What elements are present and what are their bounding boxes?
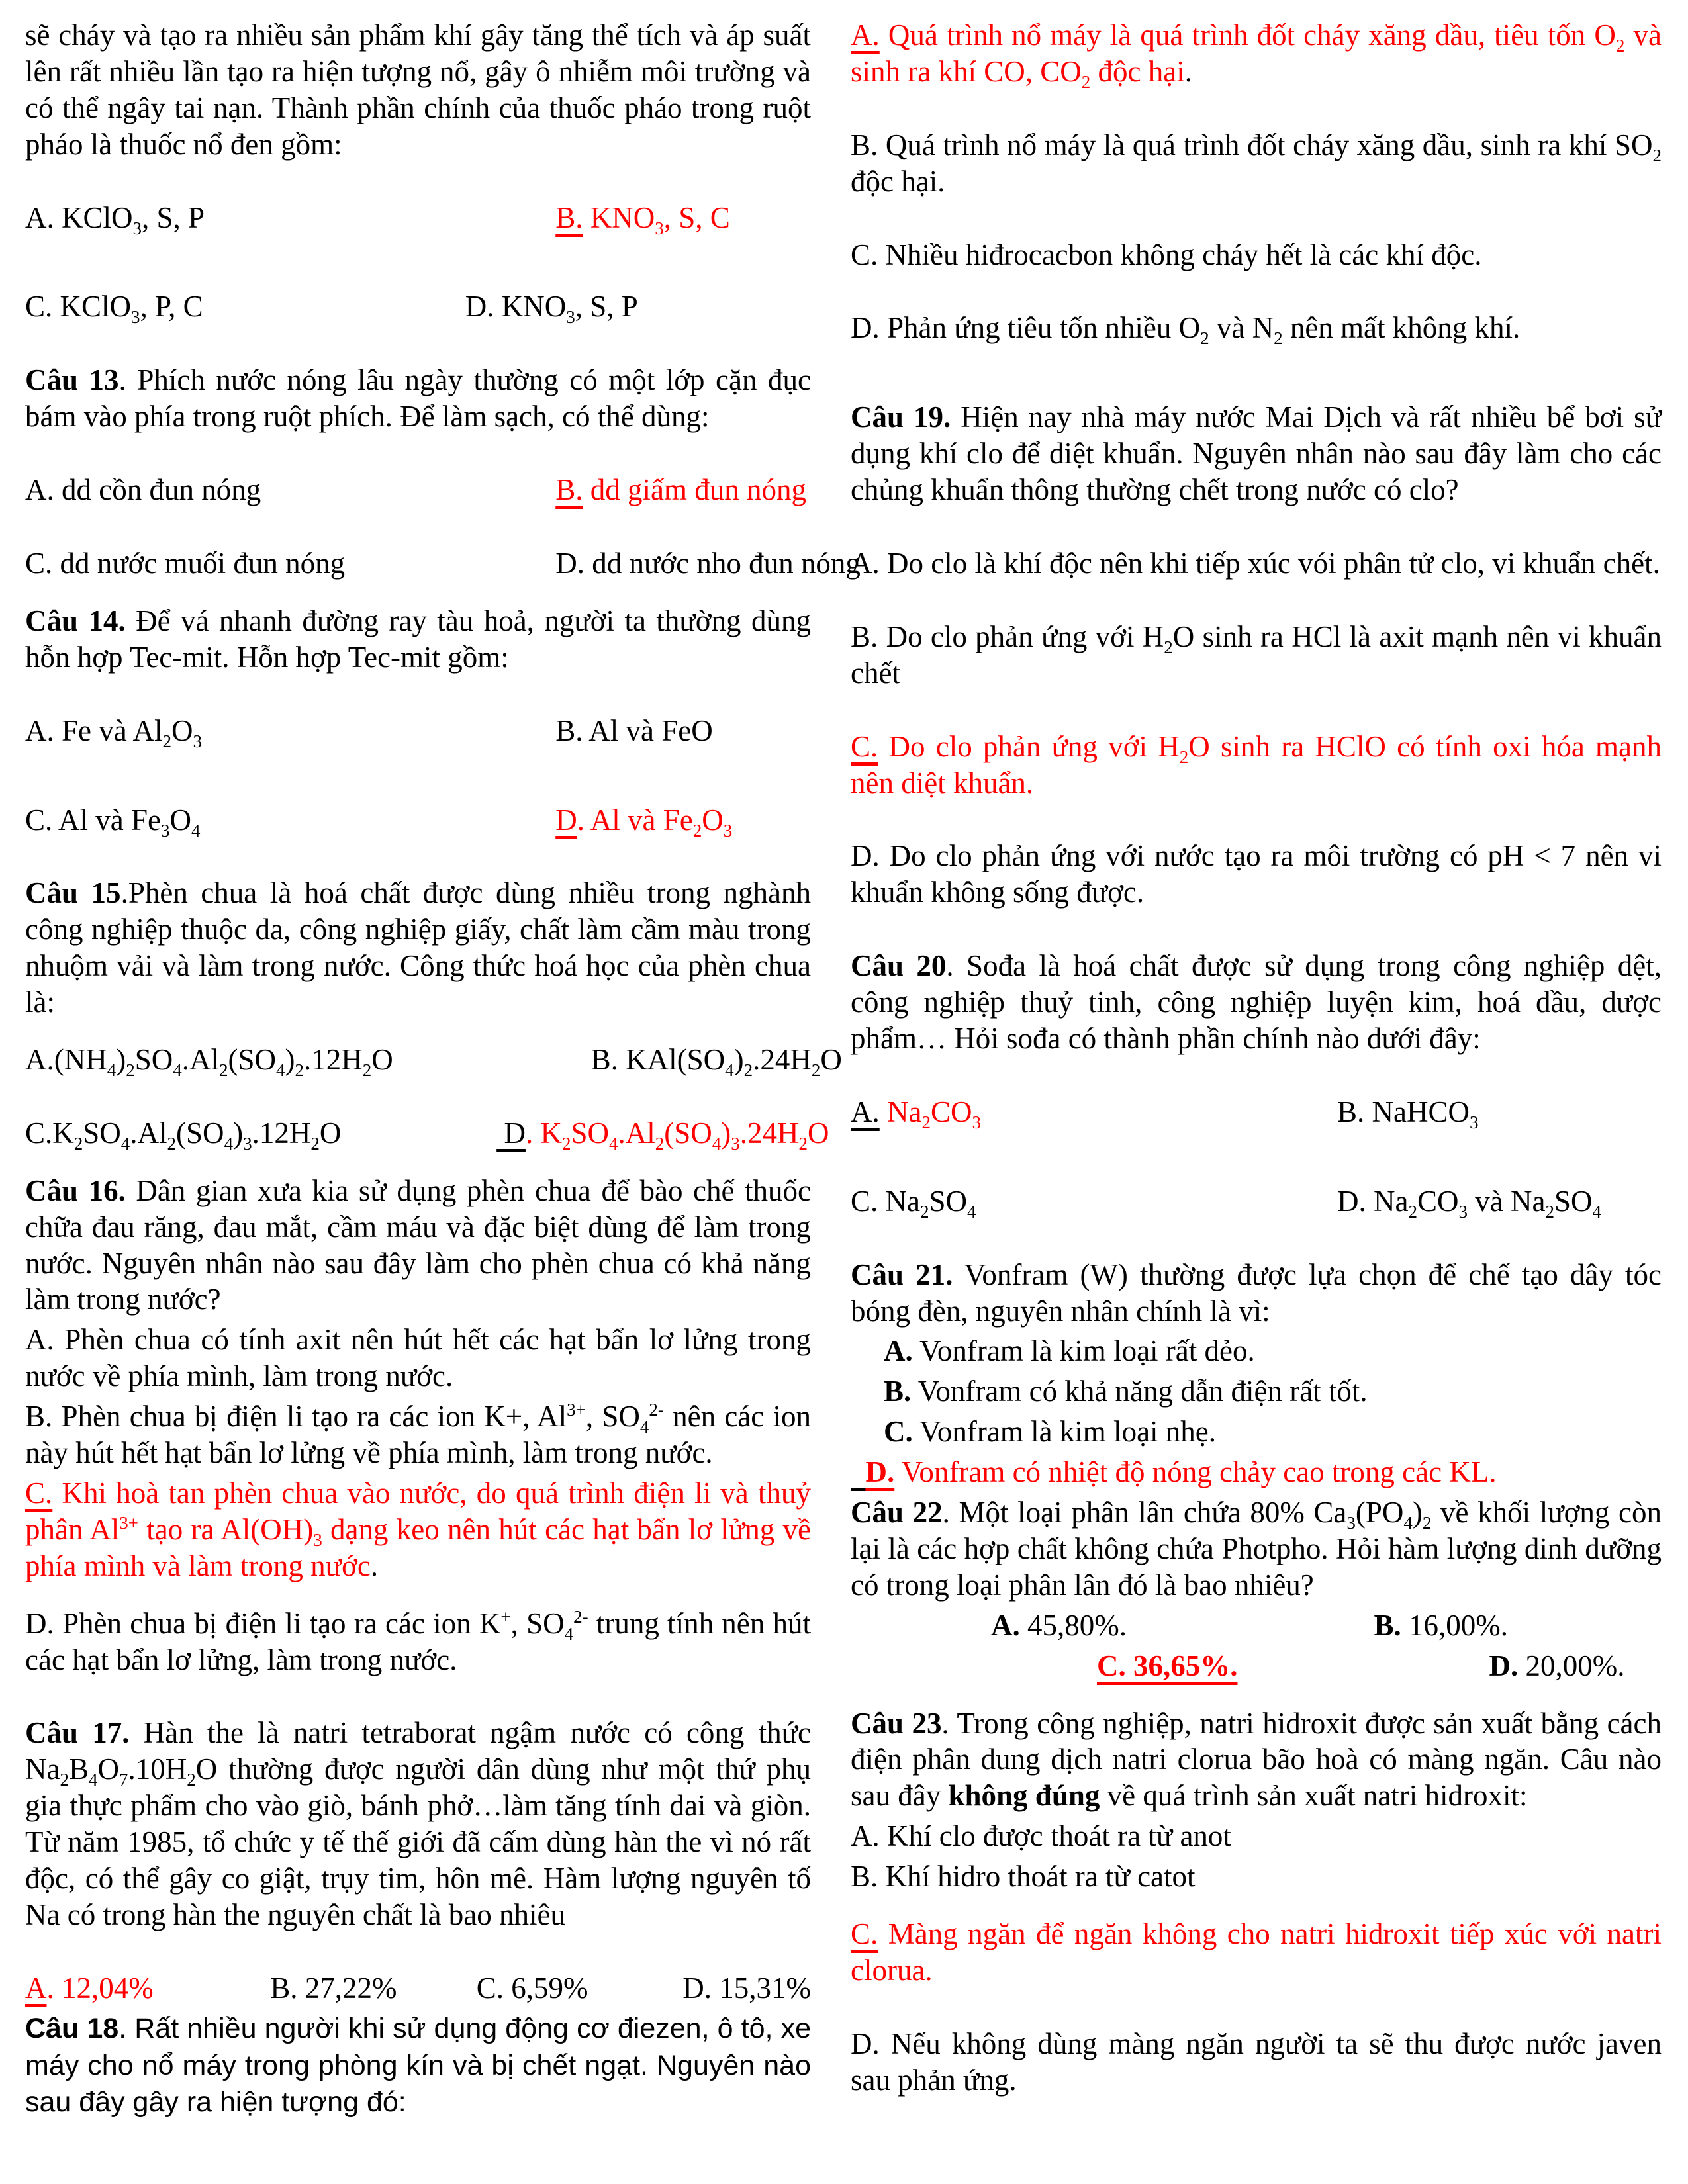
text-run: 2 xyxy=(561,1133,571,1154)
text-run: O xyxy=(169,803,192,837)
q18-stem xyxy=(25,2011,811,2122)
text-run: Để vá nhanh đường ray tàu hoả, người ta thường dùng hỗn hợp Tec-mit. Hỗn hợp Tec-mit gồm: xyxy=(25,604,811,674)
text-run: 4 xyxy=(1403,1513,1413,1533)
text-run: D. dd nước nho đun nóng xyxy=(555,547,861,580)
q22-options-ab xyxy=(851,1608,1662,1644)
text-run: B xyxy=(68,1752,89,1786)
q16-option-a xyxy=(25,1322,811,1394)
text-run: Câu 16. xyxy=(25,1173,126,1207)
text-run: 7 xyxy=(119,1770,128,1790)
text-run: nên các ion này hút hết hạt bẩn lơ lửng về phía mình, làm trong nước. xyxy=(25,1400,811,1470)
text-run: (PO xyxy=(1355,1496,1404,1529)
q12-options-cd xyxy=(25,289,811,328)
text-run: C. xyxy=(851,1917,878,1950)
text-run: 2 xyxy=(187,1770,196,1790)
text-run: (SO xyxy=(664,1116,712,1150)
q22-option-d xyxy=(1256,1648,1662,1684)
text-run: 2 xyxy=(295,1060,305,1081)
text-run: Hiện nay nhà máy nước Mai Dịch và rất nhiều bể bơi sử dụng khí clo để diệt khuẩn. Nguyên nhân nào sau đây làm cho các chủng khuẩn thông thường chết trong nước có clo? xyxy=(851,400,1662,507)
q12-option-b xyxy=(555,200,811,236)
q14-stem xyxy=(25,603,811,676)
text-run: 3 xyxy=(313,1529,322,1550)
text-run: 2 xyxy=(798,1133,808,1154)
text-run: C. Nhiều hiđrocacbon không cháy hết là các khí độc. xyxy=(851,238,1482,271)
q14-options-ab xyxy=(25,713,811,749)
text-run: B. Khí hidro thoát ra từ catot xyxy=(851,1860,1196,1893)
text-run: D. xyxy=(1489,1649,1519,1682)
q13-stem xyxy=(25,362,811,435)
text-run: . Sođa là hoá chất được sử dụng trong công nghiệp dệt, công nghiệp thuỷ tinh, công nghiệp luyện kim, hoá dầu, dược phẩm… Hỏi sođa có thành phần chính nào dưới đây: xyxy=(851,949,1662,1056)
text-run: dạng keo nên hút các hạt bẩn lơ lửng về phía mình và làm trong nước xyxy=(25,1512,811,1582)
text-run: 4 xyxy=(191,820,201,841)
text-run: D xyxy=(496,1116,526,1150)
text-run: 3 xyxy=(132,218,142,238)
text-run: SO xyxy=(929,1184,968,1218)
text-run: dd giấm đun nóng xyxy=(583,473,806,507)
text-run: 4 xyxy=(712,1133,722,1154)
q15-option-c xyxy=(25,1115,496,1152)
text-run: Khi hoà tan phèn chua vào nước, do quá trình điện li và thuỷ phân Al xyxy=(25,1476,811,1546)
text-run: . Phích nước nóng lâu ngày thường có một lớp cặn đục bám vào phía trong ruột phích. Để làm sạch, có thể dùng: xyxy=(25,363,811,433)
left-column xyxy=(25,17,861,2184)
text-run: C. 6,59% xyxy=(476,1971,588,2005)
text-run: 45,80%. xyxy=(1019,1608,1127,1642)
q22-option-a xyxy=(851,1608,1256,1644)
text-run: A. Do clo là khí độc nên khi tiếp xúc vói phân tử clo, vi khuẩn chết. xyxy=(851,547,1660,580)
text-run: Câu 13 xyxy=(25,363,119,397)
text-run: 2 xyxy=(1081,71,1091,92)
q13-options-cd xyxy=(25,545,861,582)
text-run: ) xyxy=(285,1043,295,1077)
q15-option-b xyxy=(590,1042,842,1081)
q20-options-cd xyxy=(851,1183,1662,1220)
q18-option-b xyxy=(851,127,1662,200)
text-run: O xyxy=(319,1116,342,1150)
text-run: 3+ xyxy=(567,1400,586,1420)
q12-option-a xyxy=(25,200,555,236)
text-run: 3 xyxy=(723,820,733,841)
text-run: A. Fe và Al xyxy=(25,713,163,747)
text-run: ) xyxy=(233,1116,244,1150)
q20-stem xyxy=(851,948,1662,1057)
text-run: Quá trình nổ máy là quá trình đốt cháy xăng dầu, tiêu tốn O xyxy=(879,19,1616,52)
text-run: , S, P xyxy=(575,290,638,324)
text-run: 4 xyxy=(639,1417,649,1437)
text-run: A.(NH xyxy=(25,1043,107,1077)
text-run: + xyxy=(500,1606,511,1627)
text-run: 4 xyxy=(1592,1201,1601,1222)
q19-option-d xyxy=(851,838,1662,911)
text-run: D. 15,31% xyxy=(682,1971,811,2005)
q13-option-d xyxy=(555,545,861,582)
text-run: 4 xyxy=(224,1133,234,1154)
text-run: 2 xyxy=(655,1133,665,1154)
q17-option-b xyxy=(270,1970,477,2007)
text-run: độc hại xyxy=(1090,54,1185,88)
text-run: C. KClO xyxy=(25,290,132,324)
text-run: Câu 19. xyxy=(851,400,951,434)
text-run: A. xyxy=(991,1608,1020,1642)
text-run: C. dd nước muối đun nóng xyxy=(25,547,346,580)
text-run: 2 xyxy=(310,1133,320,1154)
q12-option-d xyxy=(465,289,811,328)
q20-option-a xyxy=(851,1094,1337,1130)
q21-option-a xyxy=(851,1333,1662,1369)
text-run: C. xyxy=(884,1415,913,1449)
text-run: , SO xyxy=(510,1606,565,1640)
text-run: C. xyxy=(851,729,878,763)
text-run: B. xyxy=(555,201,583,234)
q23-option-d xyxy=(851,2026,1662,2099)
q13-option-b xyxy=(555,472,811,508)
text-run: Vonfram là kim loại rất dẻo. xyxy=(912,1334,1255,1368)
text-run: 2- xyxy=(649,1400,664,1420)
text-run: 2 xyxy=(126,1060,135,1081)
text-run: ) xyxy=(1412,1496,1423,1529)
text-run: A. xyxy=(851,1095,880,1128)
text-run: B. Do clo phản ứng với H xyxy=(851,619,1164,653)
text-run: và N xyxy=(1209,311,1274,345)
text-run: D. Nếu không dùng màng ngăn người ta sẽ thu được nước javen sau phản ứng. xyxy=(851,2026,1662,2097)
text-run: Câu 22 xyxy=(851,1496,943,1529)
q15-option-d xyxy=(496,1115,829,1154)
q15-option-a xyxy=(25,1042,591,1081)
text-run: .Al xyxy=(181,1043,220,1077)
text-run xyxy=(880,1095,887,1128)
text-run: 4 xyxy=(107,1060,117,1081)
text-run: 2 xyxy=(1422,1513,1432,1533)
text-run: Vonfram có khả năng dẫn điện rất tốt. xyxy=(911,1375,1368,1408)
text-run: D. Phản ứng tiêu tốn nhiều O xyxy=(851,311,1201,345)
text-run: A. dd cồn đun nóng xyxy=(25,473,261,507)
q12-option-c xyxy=(25,289,465,328)
text-run: 2 xyxy=(362,1060,372,1081)
text-run: .24H xyxy=(753,1043,812,1077)
text-run: về quá trình sản xuất natri hidroxit: xyxy=(1100,1779,1528,1813)
text-run: 4 xyxy=(608,1133,618,1154)
text-run: B. xyxy=(884,1375,912,1408)
text-run: 3 xyxy=(731,1133,740,1154)
text-run: . Trong công nghiệp, natri hidroxit được sản xuất bằng cách điện phân dung dịch natri clorua bão hoà có màng ngăn. Câu nào sau đây xyxy=(851,1706,1662,1813)
text-run: 4 xyxy=(725,1060,734,1081)
text-run: và Na xyxy=(1467,1184,1546,1218)
text-run: ) xyxy=(116,1043,126,1077)
text-run: 2 xyxy=(743,1060,753,1081)
text-run: và sinh ra khí CO, CO xyxy=(851,19,1662,88)
text-run: 2 xyxy=(1652,145,1662,165)
text-run: CO xyxy=(1417,1184,1459,1218)
text-run: 2 xyxy=(162,731,171,751)
text-run: Câu 20 xyxy=(851,949,947,983)
q15-options-cd xyxy=(25,1115,829,1154)
q20-option-c xyxy=(851,1183,1337,1220)
text-run: A. xyxy=(884,1334,913,1368)
q22-option-c xyxy=(851,1648,1256,1684)
text-run: nên mất không khí. xyxy=(1282,311,1521,345)
text-run: Câu 17. xyxy=(25,1716,130,1750)
text-run: không đúng xyxy=(948,1779,1100,1813)
text-run: 2 xyxy=(1408,1201,1417,1222)
q19-option-c xyxy=(851,729,1662,801)
text-run: Vonfram là kim loại nhẹ. xyxy=(912,1415,1217,1449)
text-run: Câu 18 xyxy=(25,2012,119,2044)
text-run: ) xyxy=(733,1043,744,1077)
text-run: 3 xyxy=(655,218,664,238)
q14-option-c xyxy=(25,802,555,839)
text-run: Hàn the là natri tetraborat ngậm nước có công thức Na xyxy=(25,1716,812,1786)
text-run: ) xyxy=(721,1116,731,1150)
q19-option-b xyxy=(851,619,1662,692)
text-run: B. xyxy=(555,473,583,507)
text-run xyxy=(851,1455,866,1488)
q21-option-d xyxy=(851,1454,1662,1490)
text-run: .12H xyxy=(304,1043,363,1077)
q13-option-a xyxy=(25,472,555,508)
q21-option-c xyxy=(851,1414,1662,1450)
q22-stem xyxy=(851,1494,1662,1604)
text-run: SO xyxy=(571,1116,609,1150)
q22-option-b xyxy=(1256,1608,1662,1644)
text-run: 20,00%. xyxy=(1518,1649,1625,1682)
text-run: 4 xyxy=(967,1201,976,1222)
text-run: O xyxy=(702,803,724,837)
text-run: B. xyxy=(1374,1608,1401,1642)
text-run: SO xyxy=(83,1116,121,1150)
text-run: 2 xyxy=(920,1201,929,1222)
text-run: sẽ cháy và tạo ra nhiều sản phẩm khí gây tăng thể tích và áp suất lên rất nhiều lần tạo ra hiện tượng nổ, gây ô nhiễm môi trường và có thể ngây tai nạn. Thành phần chính của thuốc pháo trong ruột pháo là thuốc nổ đen gồm: xyxy=(25,19,811,161)
q19-option-a xyxy=(851,545,1662,582)
text-run: 2 xyxy=(692,820,702,841)
text-run: 2 xyxy=(1179,747,1189,767)
text-run: SO xyxy=(1554,1184,1593,1218)
text-run: 3 xyxy=(243,1133,252,1154)
text-run: (SO xyxy=(228,1043,277,1077)
text-run: 4 xyxy=(120,1133,130,1154)
text-run: 2 xyxy=(1200,328,1209,349)
text-run: .24H xyxy=(739,1116,799,1150)
q14-option-d xyxy=(555,802,811,839)
q23-stem xyxy=(851,1706,1662,1815)
text-run: Do clo phản ứng với H xyxy=(878,729,1180,763)
text-run: 2 xyxy=(1545,1201,1554,1222)
text-run: B. Phèn chua bị điện li tạo ra các ion K+, Al xyxy=(25,1400,567,1433)
text-run: 4 xyxy=(276,1060,285,1081)
text-run: . Một loại phân lân chứa 80% Ca xyxy=(942,1496,1347,1529)
q17-options-row xyxy=(25,1970,811,2007)
text-run: B. Quá trình nổ máy là quá trình đốt cháy xăng dầu, sinh ra khí SO xyxy=(851,128,1653,161)
text-run: Câu 15 xyxy=(25,876,121,910)
q23-option-a xyxy=(851,1818,1662,1854)
q18-option-d xyxy=(851,310,1662,349)
q20-option-b xyxy=(1337,1094,1662,1130)
q19-stem xyxy=(851,399,1662,508)
text-run: Vonfram có nhiệt độ nóng chảy cao trong các KL. xyxy=(894,1455,1497,1489)
text-run: .10H xyxy=(128,1752,187,1786)
q21-option-b xyxy=(851,1373,1662,1410)
text-run: C. Na xyxy=(851,1184,920,1218)
text-run: Câu 21. xyxy=(851,1257,953,1291)
text-run: . Rất nhiều người khi sử dụng động cơ điezen, ô tô, xe máy cho nổ máy trong phòng kín và bị chết ngạt. Nguyên nào sau đây gây ra hiện tượng đó: xyxy=(25,2012,811,2118)
text-run: 2 xyxy=(73,1133,83,1154)
q16-option-c xyxy=(25,1475,811,1584)
text-run: Câu 23 xyxy=(851,1706,942,1740)
q21-stem xyxy=(851,1257,1662,1330)
text-run: C. xyxy=(25,1476,53,1510)
text-run: trung tính nên hút các hạt bẩn lơ lửng, làm trong nước. xyxy=(25,1606,812,1676)
text-run: B. KAl(SO xyxy=(590,1043,726,1077)
text-run: 3 xyxy=(1346,1513,1356,1533)
text-run: A xyxy=(25,1971,47,2005)
text-run: A. Phèn chua có tính axit nên hút hết các hạt bẩn lơ lửng trong nước về phía mình, làm trong nước. xyxy=(25,1323,811,1393)
text-run: C. 36,65%. xyxy=(1097,1649,1238,1682)
text-run: 2 xyxy=(1615,36,1625,56)
q18-option-c xyxy=(851,237,1662,273)
text-run: . 12,04% xyxy=(46,1971,154,2005)
text-run: 3 xyxy=(566,307,575,328)
q16-stem xyxy=(25,1173,811,1318)
text-run: O sinh ra HClO có tính oxi hóa mạnh nên diệt khuẩn. xyxy=(851,729,1662,799)
text-run: C.K xyxy=(25,1116,74,1150)
text-run: D. Na xyxy=(1337,1184,1409,1218)
text-run: Dân gian xưa kia sử dụng phèn chua để bào chế thuốc chữa đau răng, đau mắt, cầm máu và đặc biệt dùng để làm trong nước. Nguyên nhân nào sau đây làm cho phèn chua có khả năng làm trong nước? xyxy=(25,1173,811,1316)
text-run: . Al và Fe xyxy=(577,803,693,837)
text-run: .12H xyxy=(252,1116,311,1150)
text-run: . xyxy=(525,1116,541,1150)
text-run: A. Khí clo được thoát ra từ anot xyxy=(851,1819,1231,1853)
q17-option-c xyxy=(477,1970,683,2007)
text-run: Màng ngăn để ngăn không cho natri hidroxit tiếp xúc với natri clorua. xyxy=(851,1917,1662,1987)
text-run: , S, P xyxy=(142,201,205,234)
q23-option-c xyxy=(851,1916,1662,1989)
q15-stem xyxy=(25,875,811,1021)
text-run: 3+ xyxy=(119,1512,139,1533)
text-run: A. xyxy=(851,19,880,52)
text-run: C. Al và Fe xyxy=(25,803,162,837)
q20-option-d xyxy=(1337,1183,1662,1220)
q22-options-cd xyxy=(851,1648,1662,1684)
text-run: 3 xyxy=(161,820,170,841)
text-run: .Al xyxy=(130,1116,167,1150)
q15-options-ab xyxy=(25,1042,842,1081)
text-run: . xyxy=(370,1549,379,1582)
q13-option-c xyxy=(25,545,555,582)
text-run: , SO xyxy=(585,1400,640,1433)
text-run: O xyxy=(807,1116,829,1150)
text-run: O xyxy=(97,1752,119,1786)
text-run: A. KClO xyxy=(25,201,133,234)
text-run: 3 xyxy=(131,307,140,328)
text-run: D. Phèn chua bị điện li tạo ra các ion K xyxy=(25,1606,501,1640)
text-run: 4 xyxy=(173,1060,182,1081)
text-run: . xyxy=(1184,54,1192,88)
text-run: 3 xyxy=(972,1112,981,1132)
text-run: .Phèn chua là hoá chất được dùng nhiều trong nghành công nghiệp thuộc da, công nghiệp giấy, chất làm cầm màu trong nhuộm vải và làm trong nước. Công thức hoá học của phèn chua là: xyxy=(25,876,811,1019)
text-run: B. 27,22% xyxy=(270,1971,397,2005)
text-run: O thường được người dân dùng như một thứ phụ gia thực phẩm cho vào giò, bánh phở…làm tăng tính dai và giòn. Từ năm 1985, tổ chức y tế thế giới đã cấm dùng hàn the vì nó rất độc, có thể gây co giật, trụy tim, hôn mê. Hàm lượng nguyên tố Na có trong hàn the nguyên chất là bao nhiêu xyxy=(25,1752,811,1931)
q12-stem-continuation xyxy=(25,17,811,163)
text-run: D. xyxy=(865,1455,895,1489)
text-run: 2 xyxy=(1164,637,1173,657)
text-run: B. Al và FeO xyxy=(555,713,713,747)
text-run: tạo ra Al(OH) xyxy=(138,1512,314,1546)
q17-option-d xyxy=(682,1970,811,2007)
q17-option-a xyxy=(25,1970,270,2007)
q12-options-ab xyxy=(25,200,811,236)
text-run: D xyxy=(555,803,577,837)
text-run: 4 xyxy=(564,1623,574,1644)
q18-option-a xyxy=(851,17,1662,90)
text-run: Câu 14. xyxy=(25,604,126,637)
q14-option-a xyxy=(25,713,555,749)
text-run: O sinh ra HCl là axit mạnh nên vi khuẩn chết xyxy=(851,619,1662,690)
text-run: 2- xyxy=(573,1606,588,1627)
right-column xyxy=(851,17,1662,2184)
q17-stem xyxy=(25,1715,811,1933)
text-run: , P, C xyxy=(140,290,203,324)
text-run: O xyxy=(820,1043,842,1077)
text-run: (SO xyxy=(176,1116,224,1150)
text-run: K xyxy=(540,1116,562,1150)
q23-option-b xyxy=(851,1858,1662,1895)
text-run: 3 xyxy=(193,731,202,751)
text-run: O xyxy=(371,1043,393,1077)
q16-option-b xyxy=(25,1398,811,1471)
text-run: KNO xyxy=(583,201,655,234)
text-run: 2 xyxy=(167,1133,177,1154)
text-run: 2 xyxy=(60,1770,69,1790)
text-run: Vonfram (W) thường được lựa chọn để chế tạo dây tóc bóng đèn, nguyên nhân chính là vì: xyxy=(851,1257,1662,1328)
text-run: O xyxy=(171,713,193,747)
text-run: 2 xyxy=(219,1060,228,1081)
text-run: 16,00%. xyxy=(1401,1608,1509,1642)
text-run: .Al xyxy=(618,1116,655,1150)
text-run: 2 xyxy=(921,1112,931,1132)
q16-option-d xyxy=(25,1606,811,1678)
text-run: 2 xyxy=(1274,328,1283,349)
text-run: , S, C xyxy=(663,201,730,234)
q14-option-b xyxy=(555,713,811,749)
q14-options-cd xyxy=(25,802,811,839)
text-run: 3 xyxy=(1470,1112,1479,1132)
text-run: độc hại. xyxy=(851,164,945,198)
text-run: B. NaHCO xyxy=(1337,1095,1470,1128)
text-run: SO xyxy=(134,1043,173,1077)
text-run: Na xyxy=(887,1095,922,1128)
q13-options-ab xyxy=(25,472,811,508)
text-run: về khối lượng còn lại là các hợp chất không chứa Photpho. Hỏi hàm lượng dinh dưỡng có trong loại phân lân đó là bao nhiêu? xyxy=(851,1496,1662,1602)
text-run: 4 xyxy=(89,1770,98,1790)
text-run: 3 xyxy=(1458,1201,1468,1222)
text-run: 2 xyxy=(811,1060,821,1081)
text-run: D. Do clo phản ứng với nước tạo ra môi trường có pH < 7 nên vi khuẩn không sống được. xyxy=(851,839,1662,909)
text-run: CO xyxy=(930,1095,972,1128)
text-run: D. KNO xyxy=(465,290,567,324)
q20-options-ab xyxy=(851,1094,1662,1130)
